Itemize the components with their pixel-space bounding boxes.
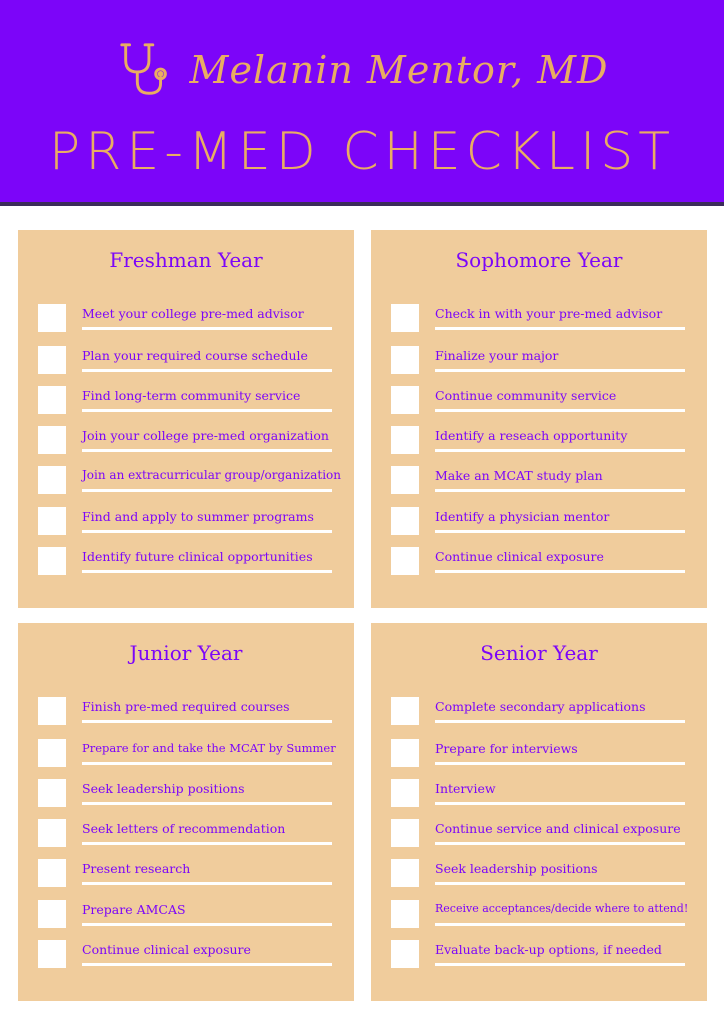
checklist-item — [38, 898, 338, 930]
write-line — [82, 327, 332, 330]
checklist-item — [391, 302, 691, 334]
write-line — [82, 882, 332, 885]
write-line — [82, 570, 332, 573]
write-line — [435, 842, 685, 845]
card-title: Freshman Year — [109, 248, 263, 272]
checklist-item-label: Interview — [435, 781, 496, 796]
checklist-item — [391, 384, 691, 416]
write-line — [82, 923, 332, 926]
checkbox[interactable] — [391, 346, 419, 374]
header-banner — [0, 0, 724, 202]
checklist-item-label: Seek leadership positions — [82, 781, 245, 796]
checklist-item-label: Join an extracurricular group/organization — [82, 468, 341, 482]
checklist-item-label: Seek leadership positions — [435, 861, 598, 876]
checklist-item-label: Identify a reseach opportunity — [435, 428, 628, 443]
checklist-item — [38, 505, 338, 537]
checkbox[interactable] — [38, 304, 66, 332]
checkbox[interactable] — [38, 859, 66, 887]
write-line — [435, 570, 685, 573]
checklist-item-label: Finish pre-med required courses — [82, 699, 290, 714]
checkbox[interactable] — [38, 466, 66, 494]
checkbox[interactable] — [38, 386, 66, 414]
checklist-item — [38, 737, 338, 769]
page-title: PRE-MED CHECKLIST — [48, 122, 676, 182]
checkbox[interactable] — [391, 940, 419, 968]
write-line — [435, 489, 685, 492]
checklist-item — [391, 464, 691, 496]
checklist-item-label: Find and apply to summer programs — [82, 509, 314, 524]
checkbox[interactable] — [391, 697, 419, 725]
write-line — [435, 923, 685, 926]
checklist-item — [391, 505, 691, 537]
checkbox[interactable] — [391, 507, 419, 535]
checklist-item — [391, 545, 691, 577]
write-line — [435, 530, 685, 533]
checkbox[interactable] — [391, 466, 419, 494]
write-line — [82, 409, 332, 412]
write-line — [82, 449, 332, 452]
checkbox[interactable] — [391, 819, 419, 847]
checklist-item — [38, 344, 338, 376]
card-title: Junior Year — [129, 641, 243, 665]
checkbox[interactable] — [391, 386, 419, 414]
checkbox[interactable] — [38, 739, 66, 767]
checklist-item-label: Prepare for interviews — [435, 741, 578, 756]
checklist-item — [391, 857, 691, 889]
write-line — [82, 762, 332, 765]
checkbox[interactable] — [38, 900, 66, 928]
checklist-item — [391, 898, 691, 930]
write-line — [435, 327, 685, 330]
checklist-item-label: Evaluate back-up options, if needed — [435, 942, 662, 957]
checklist-item-label: Find long-term community service — [82, 388, 301, 403]
write-line — [435, 963, 685, 966]
checkbox[interactable] — [38, 940, 66, 968]
checklist-item — [38, 857, 338, 889]
checklist-item — [38, 384, 338, 416]
checkbox[interactable] — [38, 779, 66, 807]
checkbox[interactable] — [391, 547, 419, 575]
write-line — [82, 963, 332, 966]
checklist-item — [38, 302, 338, 334]
checkbox[interactable] — [38, 697, 66, 725]
checklist-item — [38, 545, 338, 577]
write-line — [435, 802, 685, 805]
stethoscope-icon — [116, 39, 178, 101]
checklist-item — [391, 344, 691, 376]
write-line — [435, 882, 685, 885]
checklist-item-label: Meet your college pre-med advisor — [82, 306, 304, 321]
checklist-card-sophomore-year — [371, 230, 707, 608]
checkbox[interactable] — [38, 547, 66, 575]
write-line — [435, 369, 685, 372]
checklist-item-label: Receive acceptances/decide where to attend! — [435, 902, 689, 915]
write-line — [435, 449, 685, 452]
checklist-item-label: Identify future clinical opportunities — [82, 549, 313, 564]
checklist-item-label: Continue service and clinical exposure — [435, 821, 681, 836]
write-line — [435, 720, 685, 723]
checklist-item-label: Continue clinical exposure — [435, 549, 604, 564]
checklist-item-label: Continue community service — [435, 388, 617, 403]
write-line — [82, 802, 332, 805]
checklist-item — [391, 695, 691, 727]
write-line — [435, 409, 685, 412]
card-title: Sophomore Year — [455, 248, 623, 272]
checklist-item — [38, 817, 338, 849]
card-title: Senior Year — [480, 641, 598, 665]
checklist-item-label: Finalize your major — [435, 348, 559, 363]
write-line — [82, 720, 332, 723]
write-line — [82, 530, 332, 533]
checkbox[interactable] — [391, 779, 419, 807]
checkbox[interactable] — [391, 900, 419, 928]
checklist-item — [38, 695, 338, 727]
checklist-item-label: Identify a physician mentor — [435, 509, 610, 524]
checklist-card-freshman-year — [18, 230, 354, 608]
checkbox[interactable] — [38, 819, 66, 847]
checkbox[interactable] — [391, 859, 419, 887]
header-divider — [0, 202, 724, 206]
checklist-item — [38, 424, 338, 456]
checkbox[interactable] — [38, 426, 66, 454]
checklist-item-label: Prepare for and take the MCAT by Summer — [82, 741, 336, 755]
brand-logo — [0, 38, 724, 102]
checklist-item-label: Present research — [82, 861, 191, 876]
checklist-item — [391, 424, 691, 456]
checklist-item — [38, 938, 338, 970]
checklist-item-label: Check in with your pre-med advisor — [435, 306, 663, 321]
checklist-item — [391, 817, 691, 849]
checklist-item — [391, 938, 691, 970]
checklist-item — [391, 737, 691, 769]
checklist-item-label: Plan your required course schedule — [82, 348, 308, 363]
checkbox[interactable] — [391, 739, 419, 767]
checklist-item — [38, 777, 338, 809]
checklist-item-label: Join your college pre-med organization — [82, 428, 329, 443]
checklist-item — [38, 464, 341, 496]
checklist-item-label: Prepare AMCAS — [82, 902, 186, 917]
checkbox[interactable] — [391, 304, 419, 332]
checklist-card-senior-year — [371, 623, 707, 1001]
checklist-item-label: Seek letters of recommendation — [82, 821, 286, 836]
checkbox[interactable] — [38, 346, 66, 374]
write-line — [82, 489, 332, 492]
write-line — [82, 842, 332, 845]
write-line — [435, 762, 685, 765]
checkbox[interactable] — [38, 507, 66, 535]
brand-name: Melanin Mentor, MD — [189, 48, 609, 92]
checklist-item-label: Complete secondary applications — [435, 699, 646, 714]
checklist-card-junior-year — [18, 623, 354, 1001]
checklist-item-label: Continue clinical exposure — [82, 942, 251, 957]
write-line — [82, 369, 332, 372]
checkbox[interactable] — [391, 426, 419, 454]
checklist-item — [391, 777, 691, 809]
checklist-item-label: Make an MCAT study plan — [435, 468, 603, 483]
